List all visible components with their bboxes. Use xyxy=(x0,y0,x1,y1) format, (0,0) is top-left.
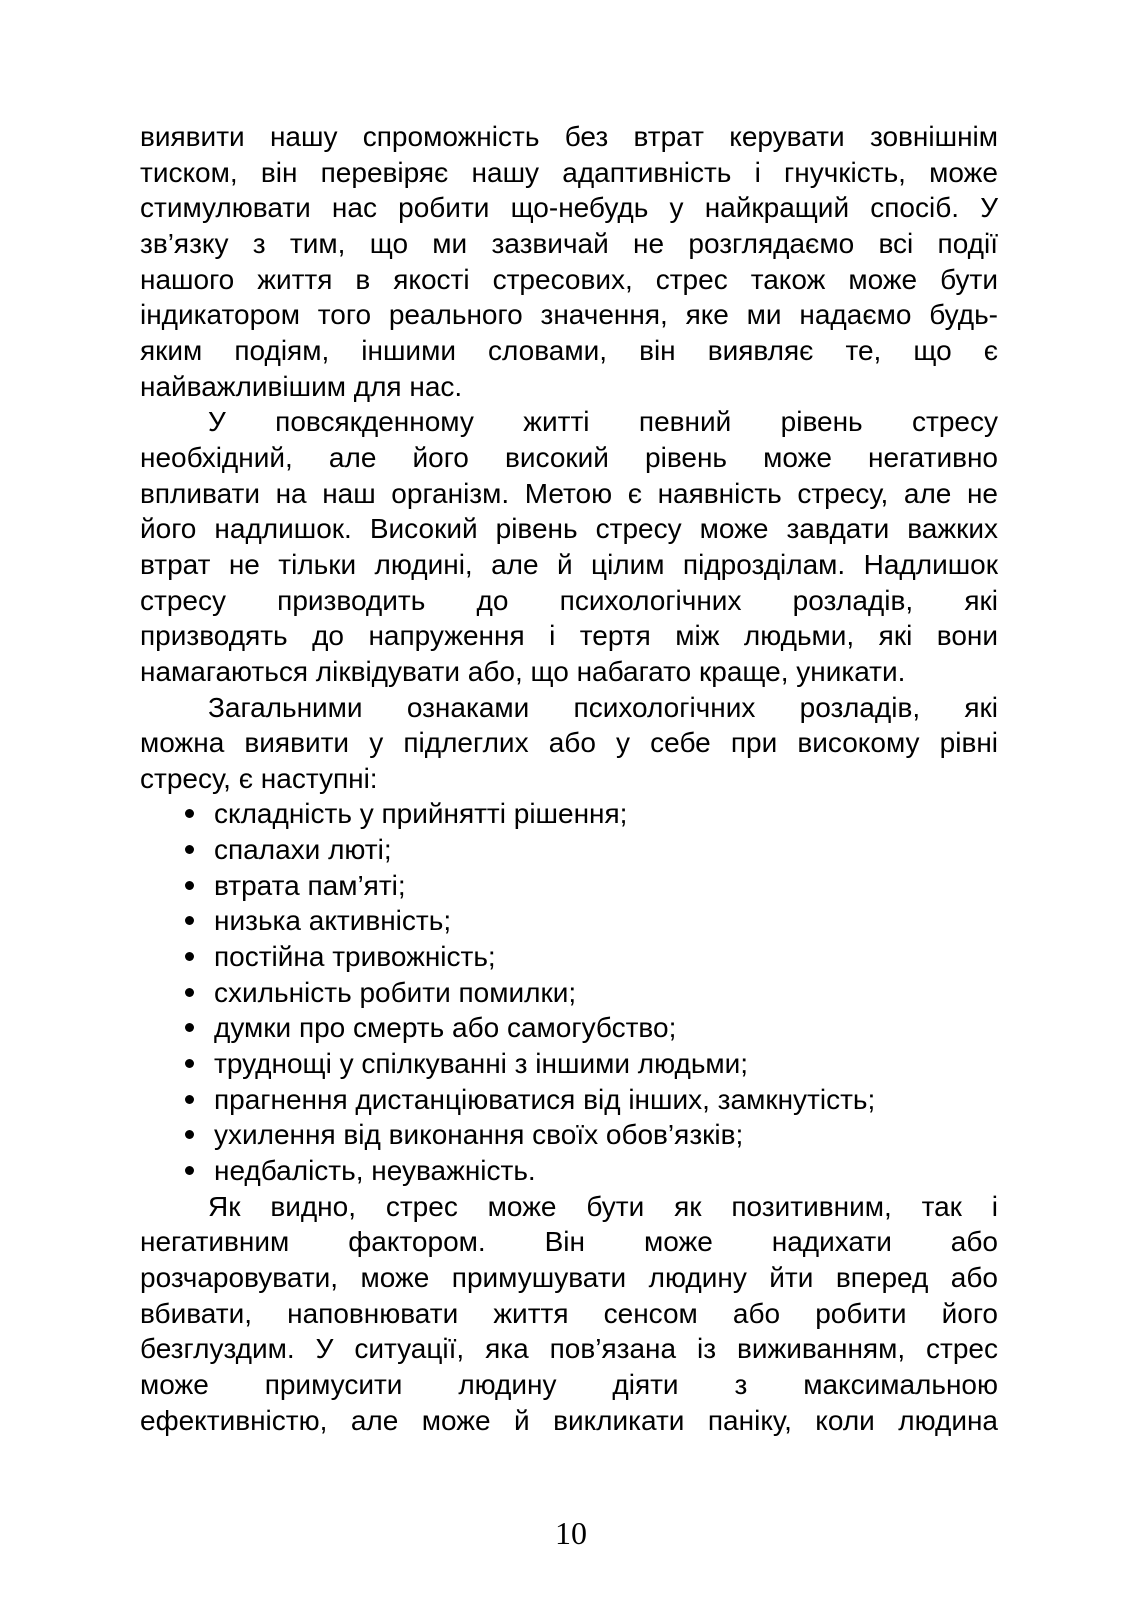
bullet-icon xyxy=(185,988,194,997)
paragraph-line: найважливішим для нас. xyxy=(140,370,463,402)
list-item xyxy=(140,1153,998,1189)
list-item xyxy=(140,975,998,1011)
text-block xyxy=(140,119,998,1438)
list-item xyxy=(140,868,998,904)
paragraph-line: виявити нашу спроможність без втрат керувати зовнішнім xyxy=(140,121,998,152)
bullet-icon xyxy=(185,881,194,890)
paragraph-line: Як видно, стрес може бути як позитивним, так і xyxy=(208,1190,998,1222)
paragraph-line: Загальними ознаками психологічних розладів, які xyxy=(208,691,998,723)
page-number: 10 xyxy=(555,1515,587,1551)
list-item-text: ухилення від виконання своїх обов’язків; xyxy=(214,1119,744,1151)
list-item xyxy=(140,1010,998,1046)
paragraph-line: стимулювати нас робити що-небудь у найкращий спосіб. У xyxy=(140,192,998,224)
paragraph-line: нашого життя в якості стресових, стрес також може бути xyxy=(140,263,998,295)
paragraph-line: індикатором того реального значення, яке ми надаємо будь- xyxy=(140,299,998,331)
list-item xyxy=(140,1046,998,1082)
list-item xyxy=(140,832,998,868)
paragraph-line: можна виявити у підлеглих або у себе при високому рівні xyxy=(140,727,998,759)
list-item-text: прагнення дистанціюватися від інших, замкнутість; xyxy=(214,1083,876,1115)
list-item xyxy=(140,796,998,832)
list-item-text: труднощі у спілкуванні з іншими людьми; xyxy=(214,1048,749,1080)
bullet-icon xyxy=(185,1059,194,1068)
list-item-text: схильність робити помилки; xyxy=(214,976,577,1008)
paragraph-line: необхідний, але його високий рівень може негативно xyxy=(140,441,998,473)
paragraph-line: У повсякденному житті певний рівень стресу xyxy=(208,406,998,438)
paragraph-line: ефективністю, але може й викликати паніку, коли людина xyxy=(140,1404,998,1436)
paragraph xyxy=(140,690,998,797)
paragraph-line: намагаються ліквідувати або, що набагато краще, уникати. xyxy=(140,655,906,687)
paragraph-line: стресу, є наступні: xyxy=(140,762,378,794)
paragraph xyxy=(140,1189,998,1439)
list-item-text: низька активність; xyxy=(214,905,452,937)
bullet-icon xyxy=(185,809,194,818)
bullet-icon xyxy=(185,1023,194,1032)
list-item-text: думки про смерть або самогубство; xyxy=(214,1012,677,1044)
list-item xyxy=(140,903,998,939)
list-item xyxy=(140,1117,998,1153)
paragraph-line: негативним фактором. Він може надихати або xyxy=(140,1226,998,1258)
paragraph-line: може примусити людину діяти з максимальною xyxy=(140,1368,998,1400)
paragraph-line: зв’язку з тим, що ми зазвичай не розглядаємо всі події xyxy=(140,227,998,259)
bullet-icon xyxy=(185,916,194,925)
bullet-icon xyxy=(185,1166,194,1175)
paragraph-line: впливати на наш організм. Метою є наявність стресу, але не xyxy=(140,477,998,509)
paragraph-line: призводять до напруження і тертя між людьми, які вони xyxy=(140,620,998,652)
paragraph xyxy=(140,119,998,404)
list-item xyxy=(140,1082,998,1118)
list-item-text: недбалість, неуважність. xyxy=(214,1155,536,1187)
list-item-text: спалахи люті; xyxy=(214,834,392,866)
bullet-list xyxy=(140,796,998,1188)
list-item-text: постійна тривожність; xyxy=(214,941,496,973)
paragraph-line: безглуздим. У ситуації, яка пов’язана із виживанням, стрес xyxy=(140,1333,998,1365)
paragraph-line: стресу призводить до психологічних розладів, які xyxy=(140,584,998,616)
paragraph-line: розчаровувати, може примушувати людину йти вперед або xyxy=(140,1262,998,1293)
list-item-text: втрата пам’яті; xyxy=(214,869,406,901)
bullet-icon xyxy=(185,845,194,854)
bullet-icon xyxy=(185,952,194,961)
paragraph-line: яким подіям, іншими словами, він виявляє те, що є xyxy=(140,334,998,366)
paragraph xyxy=(140,404,998,689)
paragraph-line: тиском, він перевіряє нашу адаптивність і гнучкість, може xyxy=(140,156,998,188)
bullet-icon xyxy=(185,1095,194,1104)
paragraph-line: його надлишок. Високий рівень стресу може завдати важких xyxy=(140,513,998,545)
paragraph-line: вбивати, наповнювати життя сенсом або робити його xyxy=(140,1297,998,1329)
bullet-icon xyxy=(185,1130,194,1139)
list-item-text: складність у прийнятті рішення; xyxy=(214,798,628,830)
list-item xyxy=(140,939,998,975)
paragraph-line: втрат не тільки людині, але й цілим підрозділам. Надлишок xyxy=(140,548,998,580)
